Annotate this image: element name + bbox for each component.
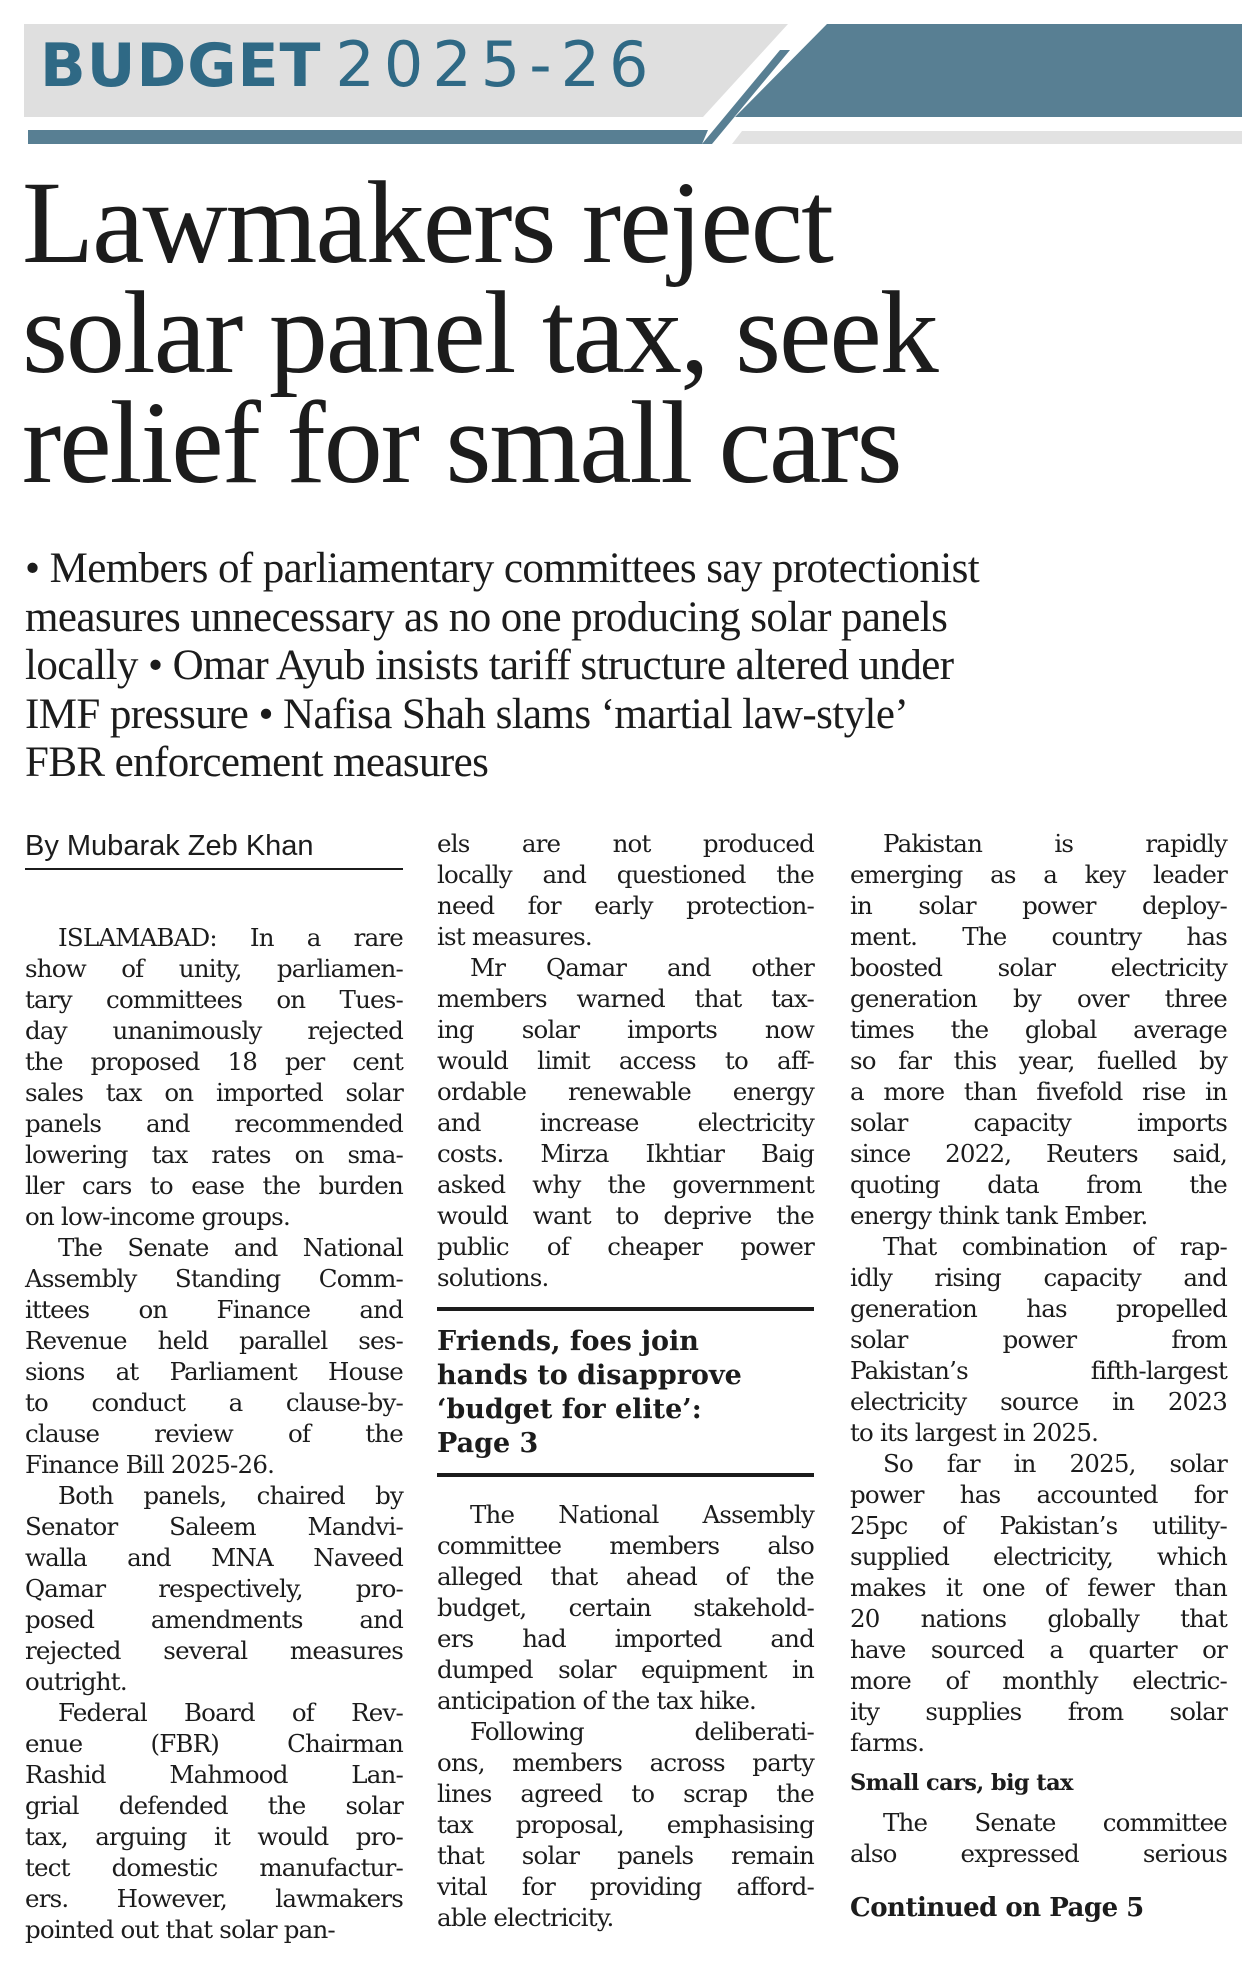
text-line: Qamar respectively, pro- [25, 1574, 403, 1603]
column-3-body [850, 828, 1227, 1758]
text-line: Following deliberati- [470, 1717, 814, 1746]
text-line: Federal Board of Rev- [58, 1698, 403, 1727]
text-line: Assembly Standing Comm- [25, 1264, 403, 1293]
text-line: times the global average [850, 1015, 1227, 1044]
deck-line: FBR enforcement measures [25, 739, 489, 786]
text-line: ist measures. [437, 922, 592, 951]
text-line: Pakistan is rapidly [883, 829, 1227, 858]
headline-line: solar panel tax, seek [22, 267, 937, 398]
column-1-body [25, 922, 403, 1945]
continued-link[interactable]: Continued on Page 5 [850, 1893, 1144, 1923]
text-line: to conduct a clause-by- [25, 1388, 403, 1417]
text-line: panels and recommended [25, 1109, 403, 1138]
pullquote-line: Page 3 [437, 1428, 539, 1459]
text-line: Mr Qamar and other [470, 953, 814, 982]
text-line: more of monthly electric- [850, 1666, 1227, 1695]
text-line: solutions. [437, 1263, 549, 1292]
text-line: public of cheaper power [437, 1232, 814, 1261]
text-line: solar capacity imports [850, 1108, 1227, 1137]
text-line: power has accounted for [850, 1480, 1227, 1509]
paragraph [850, 1807, 1227, 1869]
text-line: to its largest in 2025. [850, 1418, 1099, 1447]
text-line: makes it one of fewer than [850, 1573, 1227, 1602]
column-2-body-top [437, 828, 814, 1293]
paragraph [437, 828, 814, 952]
paragraph [437, 1499, 814, 1716]
headline [22, 157, 1222, 508]
text-line: locally and questioned the [437, 860, 814, 889]
text-line: dumped solar equipment in [437, 1655, 814, 1684]
text-line: energy think tank Ember. [850, 1201, 1148, 1230]
text-line: supplied electricity, which [850, 1542, 1227, 1571]
text-line: So far in 2025, solar [883, 1449, 1227, 1478]
text-line: Senator Saleem Mandvi- [25, 1512, 403, 1541]
text-line: pointed out that solar pan- [25, 1915, 335, 1944]
byline: By Mubarak Zeb Khan [25, 830, 314, 862]
text-line: enue (FBR) Chairman [25, 1729, 403, 1758]
section-label-year: 2025-26 [335, 28, 658, 101]
text-line: emerging as a key leader [850, 860, 1227, 889]
section-banner [0, 0, 1242, 150]
text-line: The National Assembly [470, 1500, 814, 1529]
text-line: rejected several measures [25, 1636, 403, 1665]
pullquote-line: ‘budget for elite’: [437, 1394, 702, 1425]
text-line: Both panels, chaired by [58, 1481, 403, 1510]
article-column-2 [437, 828, 814, 1933]
column-3-body-after [850, 1807, 1227, 1869]
paragraph [437, 952, 814, 1293]
text-line: tax proposal, emphasising [437, 1810, 814, 1839]
text-line: The Senate and National [58, 1233, 403, 1262]
pullquote-line: hands to disapprove [437, 1360, 742, 1391]
text-line: the proposed 18 per cent [25, 1047, 403, 1076]
text-line: sions at Parliament House [25, 1357, 403, 1386]
text-line: 25pc of Pakistan’s utility- [850, 1511, 1227, 1540]
text-line: clause review of the [25, 1419, 403, 1448]
text-line: tary committees on Tues- [25, 985, 403, 1014]
article-column-3 [850, 828, 1227, 1925]
text-line: also expressed serious [850, 1839, 1227, 1868]
text-line: quoting data from the [850, 1170, 1227, 1199]
deck-line: IMF pressure • Nafisa Shah slams ‘martial law-style’ [25, 690, 909, 738]
text-line: would limit access to aff- [437, 1046, 814, 1075]
text-line: outright. [25, 1667, 127, 1696]
text-line: idly rising capacity and [850, 1263, 1227, 1292]
text-line: and increase electricity [437, 1108, 814, 1137]
article-column-1 [25, 828, 403, 1945]
text-line: Revenue held parallel ses- [25, 1326, 403, 1355]
text-line: boosted solar electricity [850, 953, 1227, 982]
paragraph [25, 1697, 403, 1945]
deck-line: locally • Omar Ayub insists tariff structure altered under [25, 642, 954, 689]
deck-summary [25, 545, 1235, 788]
text-line: show of unity, parliamen- [25, 954, 403, 983]
paragraph [850, 1231, 1227, 1448]
text-line: that solar panels remain [437, 1841, 814, 1870]
text-line: day unanimously rejected [25, 1016, 403, 1045]
byline-divider [25, 868, 403, 870]
text-line: committee members also [437, 1531, 814, 1560]
text-line: posed amendments and [25, 1605, 403, 1634]
text-line: tax, arguing it would pro- [25, 1822, 403, 1851]
text-line: Pakistan’s fifth-largest [850, 1356, 1227, 1385]
section-label-bold: BUDGET [40, 31, 322, 101]
text-line: ity supplies from solar [850, 1697, 1227, 1726]
text-line: That combination of rap- [883, 1232, 1227, 1261]
headline-line: Lawmakers reject [22, 157, 832, 288]
text-line: ittees on Finance and [25, 1295, 403, 1324]
text-line: ing solar imports now [437, 1015, 814, 1044]
paragraph [25, 1232, 403, 1480]
paragraph [25, 922, 403, 1232]
text-line: generation has propelled [850, 1294, 1227, 1323]
text-line: alleged that ahead of the [437, 1562, 814, 1591]
text-line: anticipation of the tax hike. [437, 1686, 757, 1715]
column-2-body-bottom [437, 1499, 814, 1933]
pullquote-top-rule [437, 1307, 814, 1311]
headline-line: relief for small cars [22, 377, 901, 508]
text-line: in solar power deploy- [850, 891, 1227, 920]
text-line: have sourced a quarter or [850, 1635, 1227, 1664]
text-line: ment. The country has [850, 922, 1227, 951]
text-line: able electricity. [437, 1903, 614, 1932]
paragraph [25, 1480, 403, 1697]
paragraph [850, 828, 1227, 1231]
text-line: farms. [850, 1728, 925, 1757]
text-line: lines agreed to scrap the [437, 1779, 814, 1808]
text-line: generation by over three [850, 984, 1227, 1013]
text-line: tect domestic manufactur- [25, 1853, 403, 1882]
text-line: els are not produced [437, 829, 814, 858]
text-line: Finance Bill 2025-26. [25, 1450, 275, 1479]
text-line: since 2022, Reuters said, [850, 1139, 1227, 1168]
paragraph [850, 1448, 1227, 1758]
deck-line: measures unnecessary as no one producing solar panels [25, 593, 948, 641]
text-line: ers had imported and [437, 1624, 814, 1653]
text-line: ers. However, lawmakers [25, 1884, 403, 1913]
text-line: ller cars to ease the burden [25, 1171, 403, 1200]
text-line: 20 nations globally that [850, 1604, 1227, 1633]
section-label [40, 30, 657, 100]
text-line: solar power from [850, 1325, 1227, 1354]
text-line: a more than fivefold rise in [850, 1077, 1227, 1106]
text-line: ordable renewable energy [437, 1077, 814, 1106]
text-line: budget, certain stakehold- [437, 1593, 814, 1622]
text-line: so far this year, fuelled by [850, 1046, 1227, 1075]
text-line: vital for providing afford- [437, 1872, 814, 1901]
paragraph [437, 1716, 814, 1933]
text-line: lowering tax rates on sma- [25, 1140, 403, 1169]
text-line: ons, members across party [437, 1748, 814, 1777]
text-line: costs. Mirza Ikhtiar Baig [437, 1139, 814, 1168]
text-line: asked why the government [437, 1170, 814, 1199]
text-line: electricity source in 2023 [850, 1387, 1227, 1416]
text-line: would want to deprive the [437, 1201, 814, 1230]
text-line: Rashid Mahmood Lan- [25, 1760, 403, 1789]
deck-line: • Members of parliamentary committees say protectionist [25, 545, 980, 592]
text-line: walla and MNA Naveed [25, 1543, 403, 1572]
text-line: members warned that tax- [437, 984, 814, 1013]
text-line: sales tax on imported solar [25, 1078, 403, 1107]
pullquote-line: Friends, foes join [437, 1326, 699, 1357]
text-line: ISLAMABAD: In a rare [58, 923, 403, 952]
subheading: Small cars, big tax [850, 1770, 1073, 1796]
pullquote-link[interactable] [437, 1325, 814, 1461]
text-line: need for early protection- [437, 891, 814, 920]
text-line: The Senate committee [883, 1808, 1227, 1837]
text-line: grial defended the solar [25, 1791, 403, 1820]
text-line: on low-income groups. [25, 1202, 290, 1231]
